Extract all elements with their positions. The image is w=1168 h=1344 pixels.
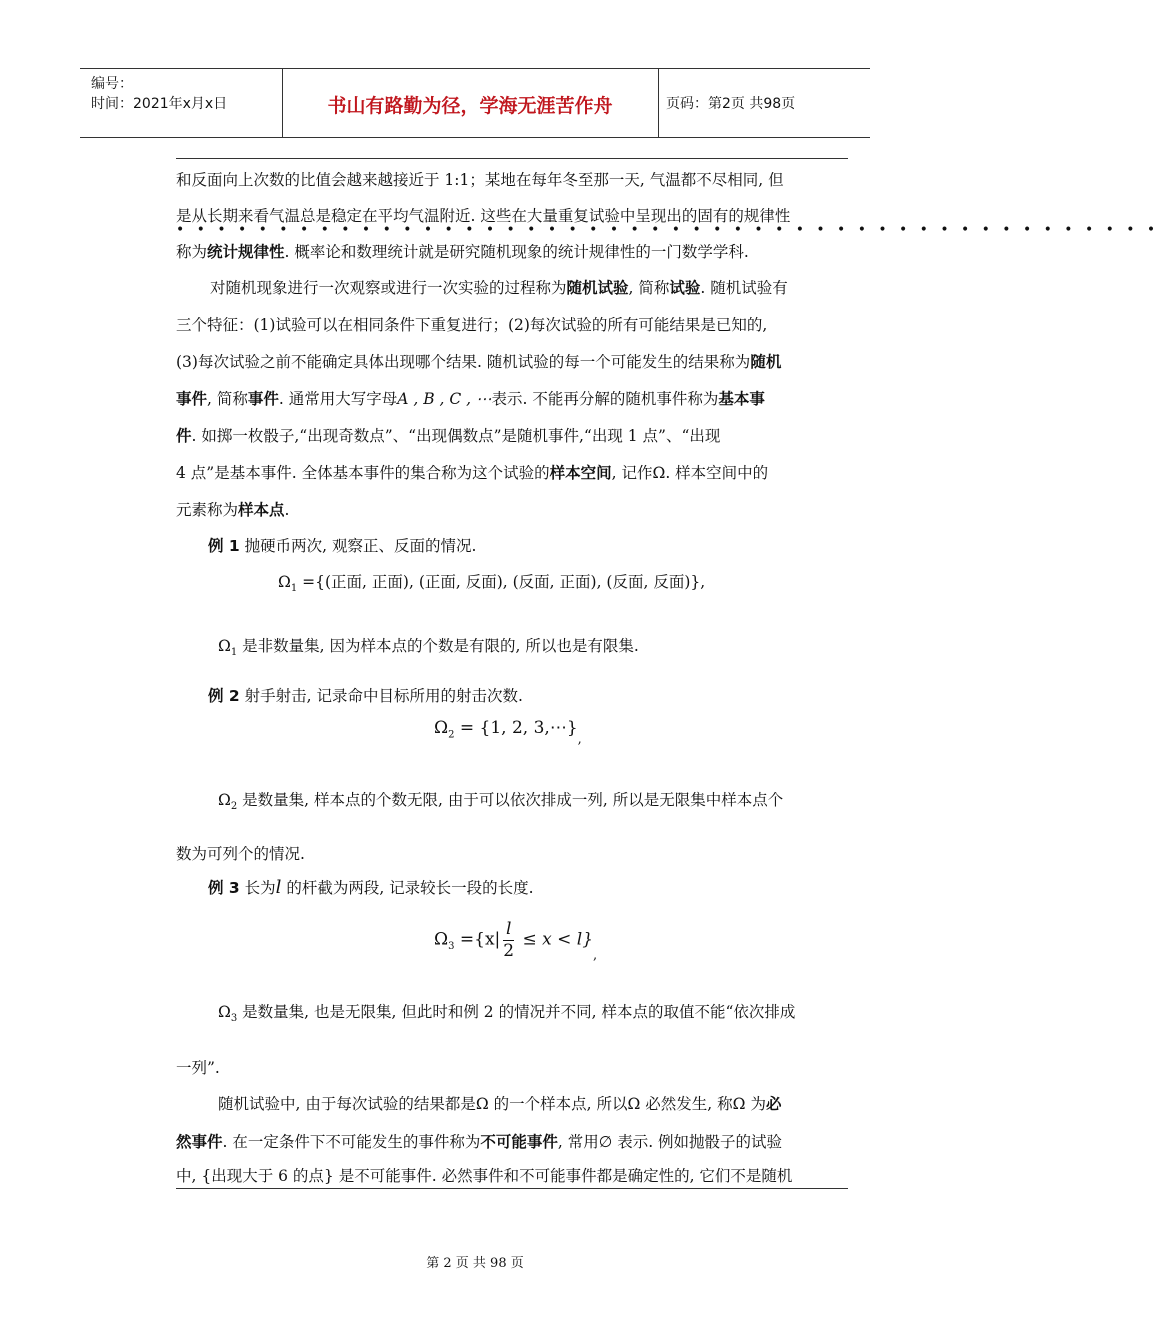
text-line: 数为可列个的情况.	[176, 845, 305, 863]
example-1-comment: $\Omega_1$ 是非数量集, 因为样本点的个数是有限的, 所以也是有限集.	[218, 637, 639, 659]
term-statistical-regularity: 统计规律性	[207, 243, 285, 261]
example-3-heading: 例 3 长为l 的杆截为两段, 记录较长一段的长度.	[208, 877, 534, 898]
text-line: 和反面向上次数的比值会越来越接近于 1:1；某地在每年冬至那一天, 气温都不尽相同, 但	[176, 171, 784, 189]
top-rule	[176, 158, 848, 159]
empty-set-symbol: ∅	[598, 1133, 613, 1151]
header-date: 时间：2021年x月x日	[91, 96, 228, 112]
equation-1: $\Omega_1$ ={(正面, 正面), (正面, 反面), (反面, 正面), (反面, 反面)},	[278, 573, 706, 595]
bottom-rule	[176, 1188, 848, 1189]
omega-symbol: Ω	[652, 464, 666, 482]
text-line: (3)每次试验之前不能确定具体出现哪个结果. 随机试验的每一个可能发生的结果称为随机	[176, 353, 782, 371]
text-line: 是从长期来看气温总是稳定在平均气温附近. 这些在大量重复试验中呈现出的固有的规律性	[176, 207, 791, 225]
text-line: 中, {出现大于 6 的点} 是不可能事件. 必然事件和不可能事件都是确定性的, 它们不是随机	[176, 1167, 793, 1185]
text-line: 三个特征：(1)试验可以在相同条件下重复进行；(2)每次试验的所有可能结果是已知的,	[176, 316, 768, 334]
fraction-l-over-2: $\frac{l}{2}$	[503, 919, 515, 961]
equation-3: $\Omega_3 =\{x|$ $\frac{l}{2}$ ≤ $x < l\}_,$	[434, 919, 598, 963]
text-line: 一列”.	[176, 1059, 220, 1077]
header-page-info: 页码：第2页 共98页	[666, 96, 796, 112]
text-line: 对随机现象进行一次观察或进行一次实验的过程称为随机试验, 简称试验. 随机试验有	[210, 279, 788, 297]
text-line: 称为统计规律性. 概率论和数理统计就是研究随机现象的统计规律性的一门数学学科.	[176, 243, 749, 261]
example-3-comment: $\Omega_3$ 是数量集, 也是无限集, 但此时和例 2 的情况并不同, 样本点的取值不能“依次排成	[218, 1003, 796, 1025]
example-1-heading: 例 1 抛硬币两次, 观察正、反面的情况.	[208, 537, 477, 555]
equation-2: $\Omega_2 = \{1$, 2, $3,\cdots\}_,$	[434, 718, 582, 747]
text-line: 然事件. 在一定条件下不可能发生的事件称为不可能事件, 常用∅ 表示. 例如抛骰子的试验	[176, 1133, 783, 1151]
text-line: 元素称为样本点.	[176, 501, 290, 519]
letters-abc: A , B , C , ⋯	[397, 390, 492, 408]
header-number: 编号：	[91, 76, 133, 92]
page-header	[80, 68, 870, 138]
example-2-comment: $\Omega_2$ 是数量集, 样本点的个数无限, 由于可以依次排成一列, 所以是无限集中样本点个	[218, 791, 784, 813]
header-motto: 书山有路勤为径，学海无涯苦作舟	[327, 95, 613, 117]
text-line: 随机试验中, 由于每次试验的结果都是Ω 的一个样本点, 所以Ω 必然发生, 称Ω 为必	[218, 1095, 782, 1113]
text-line: 事件, 简称事件. 通常用大写字母A , B , C , ⋯表示. 不能再分解的随机事件称为基本事	[176, 390, 765, 408]
text-line: 4 点”是基本事件. 全体基本事件的集合称为这个试验的样本空间, 记作Ω. 样本空间中的	[176, 464, 769, 482]
text-line: 件. 如掷一枚骰子,“出现奇数点”、“出现偶数点”是随机事件,“出现 1 点”、“出现	[176, 427, 721, 445]
page-footer: 第 2 页 共 98 页	[426, 1256, 524, 1271]
emphasis-dots: ••••••••••••••••••••••••••••••••••••••••••••••••	[176, 222, 1168, 238]
example-2-heading: 例 2 射手射击, 记录命中目标所用的射击次数.	[208, 687, 523, 705]
